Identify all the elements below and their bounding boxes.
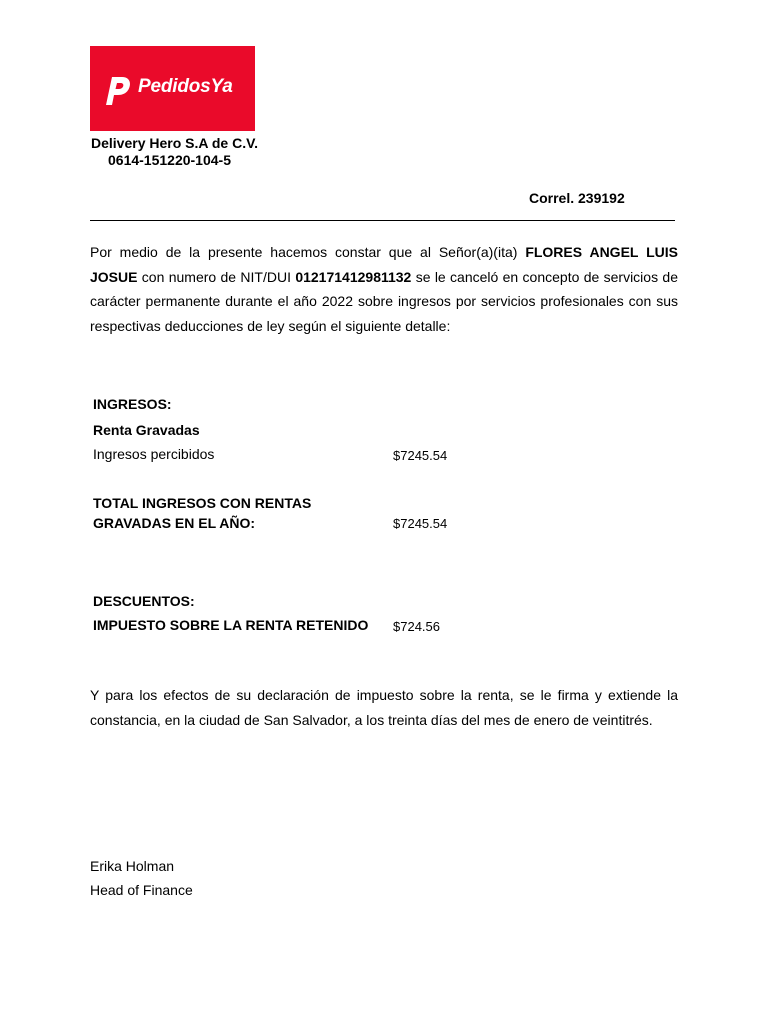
intro-text-3: se le canceló en concepto de servicios de carácter permanente durante el año 2022 sobre ingresos por servicios profesionales con sus respectivas deducciones de ley según el siguiente detalle:	[90, 268, 678, 334]
ingresos-percibidos-amount: $7245.54	[393, 448, 448, 463]
signer-title: Head of Finance	[90, 882, 193, 898]
intro-paragraph	[90, 240, 678, 338]
closing-paragraph: Y para los efectos de su declaración de impuesto sobre la renta, se le firma y extiende la constancia, en la ciudad de San Salvador, a los treinta días del mes de enero de veintitrés.	[90, 687, 678, 728]
signer-name: Erika Holman	[90, 858, 175, 874]
renta-gravadas-subheading: Renta Gravadas	[93, 422, 200, 438]
document-number: 012171412981132	[295, 268, 412, 285]
correlative-number: Correl. 239192	[529, 190, 625, 206]
ingresos-heading: INGRESOS:	[93, 396, 172, 412]
company-tax-id: 0614-151220-104-5	[108, 152, 231, 168]
intro-text-1: Por medio de la presente hacemos constar que al Señor(a)(ita)	[90, 244, 526, 260]
header-divider	[90, 220, 675, 221]
company-name: Delivery Hero S.A de C.V.	[91, 135, 259, 151]
total-ingresos-label: TOTAL INGRESOS CON RENTAS GRAVADAS EN EL AÑO:	[93, 495, 312, 531]
total-ingresos-amount: $7245.54	[393, 516, 448, 531]
ingresos-percibidos-label: Ingresos percibidos	[93, 446, 215, 462]
company-logo	[90, 46, 255, 131]
intro-text-2: con numero de NIT/DUI	[137, 268, 296, 285]
isr-retenido-label: IMPUESTO SOBRE LA RENTA RETENIDO	[93, 617, 369, 633]
isr-retenido-amount: $724.56	[393, 619, 440, 634]
person-name: FLORES ANGEL LUIS JOSUE	[90, 244, 678, 285]
pedidosya-p-icon	[102, 73, 132, 107]
logo-wordmark: PedidosYa	[138, 76, 233, 97]
descuentos-heading: DESCUENTOS:	[93, 593, 195, 609]
